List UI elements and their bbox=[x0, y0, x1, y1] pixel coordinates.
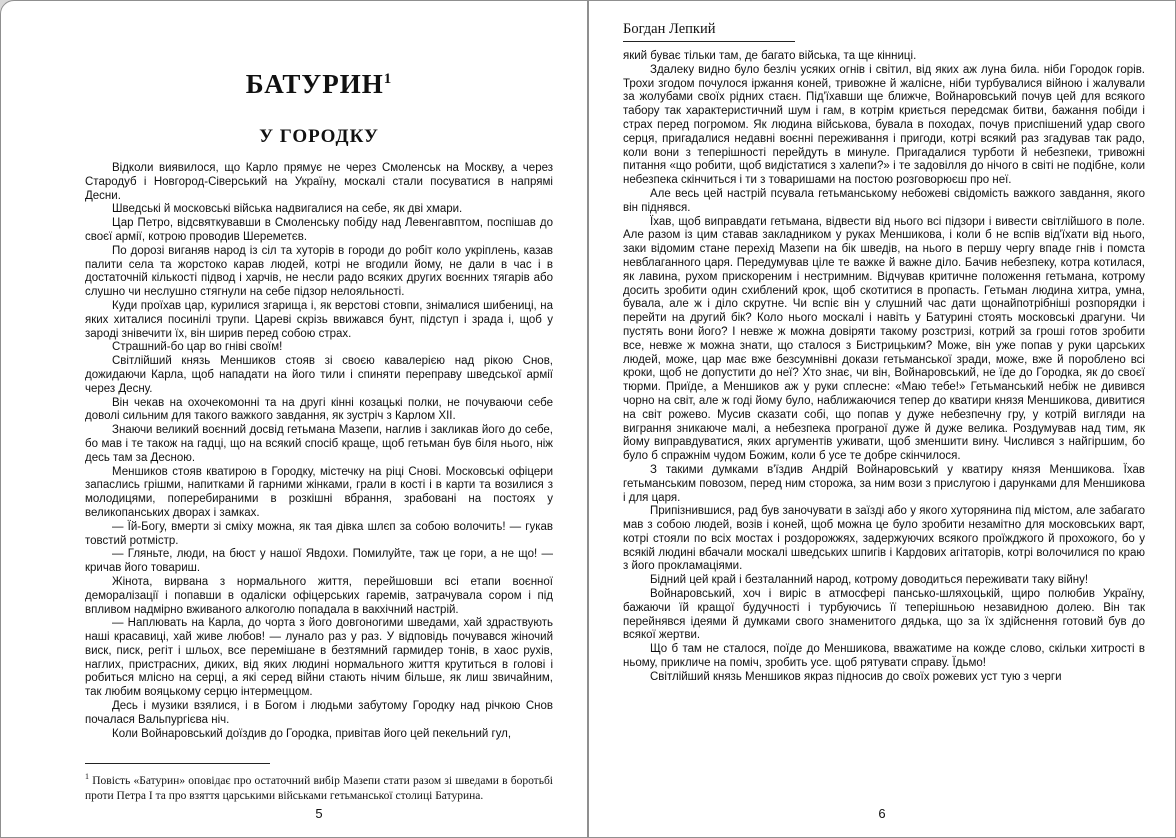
paragraph: який буває тільки там, де багато війська, та ще кінниці. bbox=[623, 50, 917, 62]
paragraph: Але весь цей настрій псувала гетьманському небожеві свідомість важкого завдання, якого він піднявся. bbox=[623, 187, 1145, 214]
paragraph: Десь і музики взялися, і в Богом і людьми забутому Городку над річкою Снов почалася Вальпургієва ніч. bbox=[85, 700, 553, 726]
footnote-text: Повість «Батурин» оповідає про остаточний вибір Мазепи стати разом зі шведами в боротьбі проти Петра I та про взяття царськими військами гетьманської столиці Батурина. bbox=[85, 775, 553, 802]
paragraph: Жінота, вирвана з нормального життя, перейшовши всі етапи воєнної деморалізації і попавши в одаліски офіцерських гаремів, затрачувала сором і під впливом надмірно вживаного алкоголю попадала в вакхічний настрій. bbox=[85, 575, 553, 616]
chapter-title-footnote-ref: 1 bbox=[383, 71, 393, 87]
footnote-ref: 1 bbox=[85, 772, 89, 782]
paragraph: — Їй-Богу, вмерти зі сміху можна, як тая дівка шлєп за собою волочить! — гукав товстий ротмістр. bbox=[85, 520, 553, 547]
paragraph: Що б там не сталося, поїде до Меншикова, вважатиме на кожде слово, скільки хитрості в ньому, прикличе на поміч, зробить усе. щоб рятувати справу. Їдьмо! bbox=[623, 643, 1145, 670]
paragraph: Шведські й московські війська надвигалися на себе, як дві хмари. bbox=[112, 203, 463, 216]
paragraph: Страшний-бо цар во гніві своїм! bbox=[112, 341, 283, 354]
running-header-author: Богдан Лепкий bbox=[623, 21, 795, 42]
paragraph: Здалеку видно було безліч усяких огнів і світил, від яких аж луна била. ніби Городок горів. Трохи згодом почулося іржання коней, тривожне й жалісне, ніби турбувалися війною і жалували за жолубами своїх рідних стаєн. Під'їхавши ще ближче, Войнаровський почув цей для всякого табору так характеристичний шум і гам, в котрім криється передсмак битви, бажання побіди і страх перед погромом. Як людина військова, бувала в походах, почув приспішений удар свого серця, пригадалися недавні воєнні переживання і пригоди, котрі всякий раз згадував так радо, коли вони з теперішності перейдуть в минуле. Пригадалися турботи й небезпеки, тривожні питання «що робити, щоб видістатися з халепи?» і те задовілля до нічого в світі не подібне, коли небезпека скінчиться і ти з товаришами на постою розговорюєш про неї. bbox=[623, 63, 1145, 187]
paragraph: З такими думками в'їздив Андрій Войнаровський у кватиру князя Меншикова. Їхав гетьманським повозом, перед ним сторожа, за ним вози з прислугою і дарунками для Меншикова і для царя. bbox=[623, 463, 1145, 504]
paragraph: Бідний цей край і безталанний народ, котрому доводиться переживати таку війну! bbox=[650, 574, 1089, 587]
footnote-rule bbox=[85, 763, 270, 764]
chapter-title-text: БАТУРИН bbox=[245, 69, 384, 99]
right-page bbox=[588, 0, 1176, 838]
paragraph: Він чекав на охочекомонні та на другі кінні козацькі полки, не почуваючи себе доволі сильним для такого важкого завдання, як зустріч з Карлом XII. bbox=[85, 396, 553, 423]
paragraph: Цар Петро, відсвяткувавши в Смоленську побіду над Левенгавптом, поспішав до своєї армії, котрою проводив Шереметєв. bbox=[85, 217, 553, 243]
paragraph: Коли Войнаровський доїздив до Городка, привітав його цей пекельний гул, bbox=[112, 727, 512, 740]
paragraph: По дорозі виганяв народ із сіл та хуторів в городи до робіт коло укріплень, казав палити села та жорстоко карав людей, котрі не вгодили йому, не дали в час і в достаточній кількості підвод і харчів, не несли радо всяких других воєнних тягарів або слушно чи неслушно стягнули на себе підзор нелояльності. bbox=[85, 244, 553, 299]
footnote bbox=[85, 763, 553, 803]
right-page-body bbox=[623, 50, 1145, 685]
paragraph: Войнаровський, хоч і виріс в атмосфері пансько-шляхоцькій, щиро полюбив Україну, бажаючи їй кращої будучності і турбуючись її теперішньою незавидною долею. Він так перейнявся ідеями й думками свого знаменитого дядька, що за їх здійснення готовий був до всякої жертви. bbox=[623, 588, 1145, 642]
paragraph: Світлійший князь Меншиков якраз підносив до своїх рожевих уст тую з черги bbox=[650, 670, 1062, 683]
paragraph: — Гляньте, люди, на бюст у нашої Явдохи. Помилуйте, таж це гори, а не що! — кричав його товариш. bbox=[85, 548, 553, 575]
paragraph: Знаючи великий воєнний досвід гетьмана Мазепи, наглив і закликав його до себе, бо мав і те також на гадці, що на всякий спосіб краще, щоб гетьман був біля нього, ніж десь там за Десною. bbox=[85, 424, 553, 464]
left-page-body bbox=[85, 162, 553, 741]
paragraph: Куди проїхав цар, курилися згарища і, як верстові стовпи, знімалися шибениці, на яких хиталися посинілі трупи. Цареві скрізь ввижався бунт, підступ і зрада і, щоб у зароді знівечити їх, він ширив перед собою страх. bbox=[85, 299, 553, 340]
section-title: У ГОРОДКУ bbox=[259, 126, 379, 147]
paragraph: Відколи виявилося, що Карло прямує не через Смоленськ на Москву, а через Стародуб і Новгород-Сіверський на Україну, москалі стали посуватися в напрямі Десни. bbox=[85, 162, 553, 202]
paragraph: Припізнившися, рад був заночувати в заїзді або у якого хуторянина під містом, але забагато мав з собою людей, возів і коней, щоб можна це було зробити незамітно для московських варт, котрі стояли по всіх мостах і роздорожжях, задержуючих всякого проїжджого й прохожого, бо у всякій людині вбачали москалі шведських шпигів і Кардових агітаторів, котрі волочилися по краю з його прокламаціями. bbox=[623, 505, 1145, 573]
paragraph: Меншиков стояв кватирою в Городку, містечку на ріці Снові. Московські офіцери запаслись грішми, напитками й гарними жінками, грали в кості і в карти та возилися з молодицями, поперебираними в розкішні вбрання, зрабовані на постоях у великопанських дворах і замках. bbox=[85, 465, 553, 519]
paragraph: — Наплювать на Карла, до чорта з його довгоногими шведами, хай здраствують наші красавиці, хай живе любов! — лунало раз у раз. У відповідь почувався жіночий виск, писк, регіт і шльох, все перемішане в безтямний гармидер тонів, в хаос рухів, наглих, пристрасних, диких, від яких людині нормального життя крутиться в голові і робиться млісно на серці, а які серед війни стають нічим більше, як лиш звичайним, так любим вояцькому серцю інтермеццом. bbox=[85, 617, 553, 699]
chapter-title bbox=[85, 69, 553, 100]
right-page-number: 6 bbox=[878, 806, 886, 821]
paragraph: Світлійший князь Меншиков стояв зі своєю кавалерією над рікою Снов, дожидаючи Карла, щоб нападати на його тили і спиняти переправу шведської армії через Десну. bbox=[85, 355, 553, 395]
left-page-number: 5 bbox=[315, 806, 323, 821]
paragraph: Їхав, щоб виправдати гетьмана, відвести від нього всі підзори і вивести світлійшого в поле. Але разом із цим ставав закладником у руках Меншикова, і коли б не вспів від'їхати від нього, заки відомим стане перехід Мазепи на бік шведів, на нього в першу чергу впаде гнів і помста невблаганного царя. Передумував ціле те важке й важне діло. Бачив небезпеку, котра котилася, як лавина, рухом прискореним і нестримним. Відчував критичне положення гетьмана, котрому досить зробити один схиблений крок, щоб скотитися в пропасть. Гетьман людина хитра, умна, бувала, але ж і діло скрутне. Чи вспіє він у слушний час дати щонайпотрібніші розпорядки і перейти на другий бік? Коло нього москалі і навіть у Батурині стоять московські драгуни. Чи пустять вони його? І невже ж можна довіряти такому розстризі, котрий за гроші готов зробити все, невже ж можна знати, що сталося з Бистрицьким? Може, він уже попав у руки царських людей, може, цар має вже безсумнівні докази гетьманської зради, може, вже й пороблено всі кроки, щоб не допустити до неї? Хто знає, чи він, Войнаровський, не їде до Городка, як до своєї тюрми. Приїде, а Меншиков аж у руки сплесне: «Маю тебе!» Гетьманський небіж не дивився чорно на світ, але ж годі йому було, наближаючися тепер до кватири князя Меншикова, дивитися на світ рожево. Мусив сказати собі, що попав у дуже небезпечну гру, у котрій вигляди на виграння зникаюче малі, а небезпека програної дуже й дуже велика. Роздумував над тим, як йому виправдуватися, яких аргументів уживати, щоб зменшити вину. Числився з найгіршим, бо було б спражнім чудом Божим, коли б усе те добре скінчилося. bbox=[623, 215, 1145, 463]
